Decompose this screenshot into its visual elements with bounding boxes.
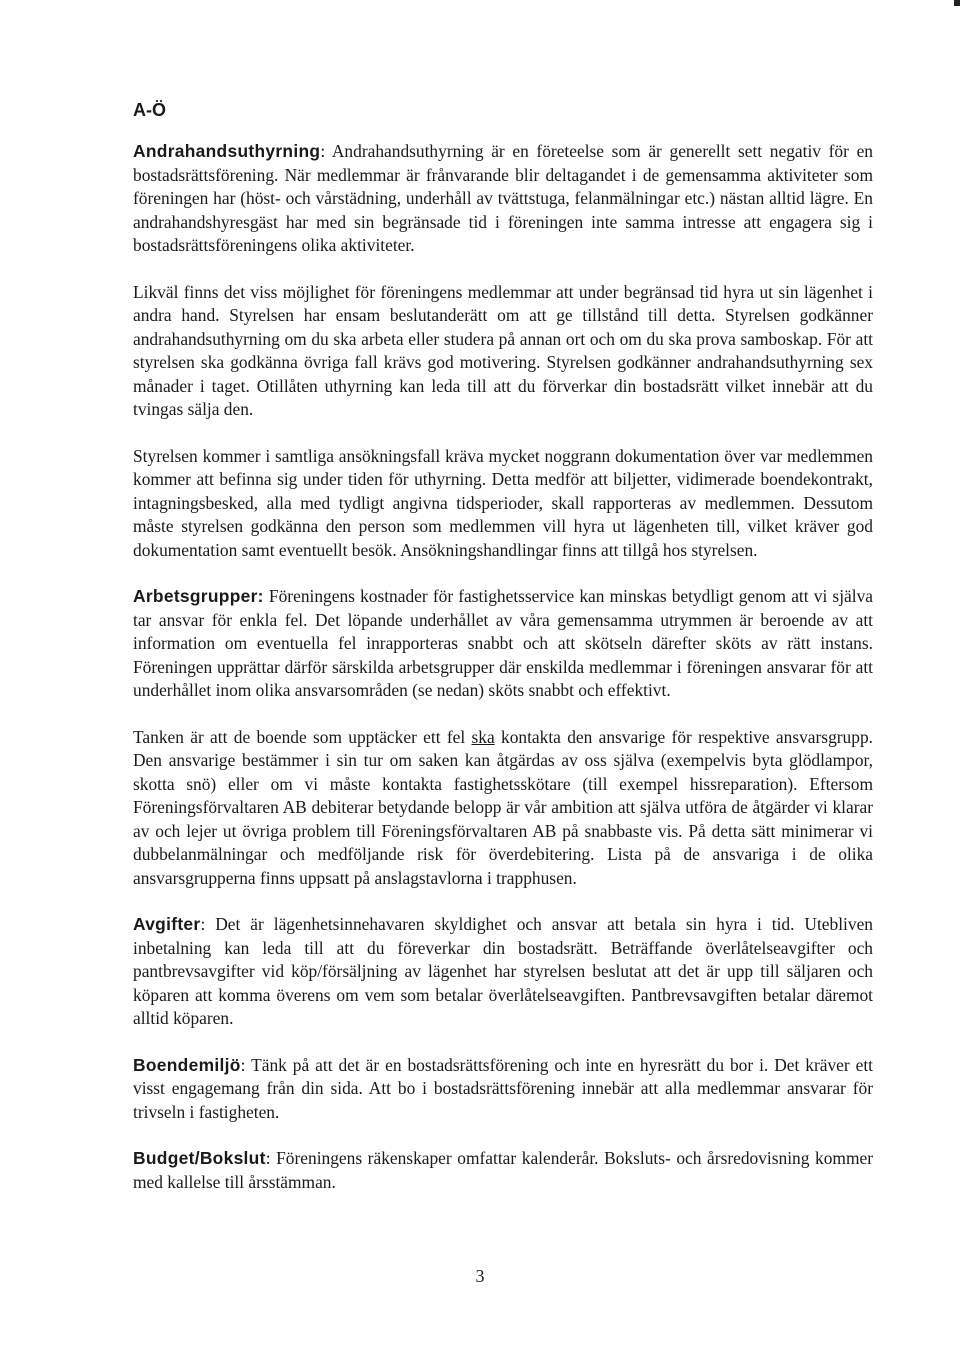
section-heading: A-Ö [133,100,166,120]
paragraph-text: : Det är lägenhetsinnehavaren skyldighet och ansvar att betala sin hyra i tid. Utebliven inbetalning kan leda till att du föreverkar din bostadsrätt. Beträffande överlåtelseavgifter och pantbrevsavgifter vid köp/försäljning av lägenhet har styrelsen beslutat att det är upp till säljaren och köparen att komma överens om vem som betalar överlåtelseavgiften. Pantbrevsavgiften betalar däremot alltid köparen. [133,914,873,1028]
document-body [133,140,873,1217]
term-label: Boendemiljö [133,1054,241,1075]
term-label: Avgifter [133,914,201,934]
scan-corner-mark [954,0,960,6]
paragraph-text: : Andrahandsuthyrning är en företeelse som är generellt sett negativ för en bostadsrättsförening. När medlemmar är frånvarande blir deltagandet i de gemensamma aktiviteter som föreningen har (höst- och vårstädning, underhåll av tvättstuga, felanmälningar etc.) nästan alltid lägre. En andrahandshyresgäst har med sin begränsade tid i föreningen inte samma intresse att engagera sig i bostadsrättsföreningens olika aktiviteter. [133,141,873,255]
underlined-word: ska [471,726,495,747]
paragraph-arbetsgrupper [133,585,873,703]
paragraph-text: Föreningens kostnader för fastighetsservice kan minskas betydligt genom att vi själva tar ansvar för enkla fel. Det löpande underhållet av våra gemensamma utrymmen är beroende av att information om eventuella fel inrapporteras snabbt och att skötseln därefter sköts av rätt instans. Föreningen upprättar därför särskilda arbetsgrupper där enskilda medlemmar i föreningen ansvarar för att underhållet inom olika ansvarsområden (se nedan) sköts snabbt och effektivt. [133,586,873,700]
paragraph-andrahandsuthyrning [133,140,873,258]
term-label: Arbetsgrupper: [133,586,264,606]
page-number: 3 [475,1266,485,1286]
paragraph-dokumentation [133,445,873,563]
paragraph-text: : Föreningens räkenskaper omfattar kalenderår. Boksluts- och årsredovisning kommer med kallelse till årsstämman. [133,1148,873,1192]
paragraph-boendemiljo [133,1054,873,1125]
term-label: Budget/Bokslut [133,1148,266,1168]
paragraph-text: Styrelsen kommer i samtliga ansökningsfall kräva mycket noggrann dokumentation över var medlemmen kommer att befinna sig under tiden för uthyrning. Detta medför att biljetter, vidimerade boendekontrakt, intagningsbesked, alla med tydligt angivna tidsperioder, skall rapporteras av medlemmen. Dessutom måste styrelsen godkänna den person som medlemmen vill hyra ut lägenheten till, vilket kräver god dokumentation samt eventuellt besök. Ansökningshandlingar finns att tillgå hos styrelsen. [133,445,873,560]
paragraph-budget [133,1147,873,1194]
paragraph-likval [133,281,873,422]
paragraph-text-before: Tanken är att de boende som upptäcker ett fel [133,726,472,747]
paragraph-avgifter [133,913,873,1031]
paragraph-text: : Tänk på att det är en bostadsrättsförening och inte en hyresrätt du bor i. Det kräver ett visst engagemang från din sida. Att bo i bostadsrättsförening innebär att alla medlemmar ansvarar för trivseln i fastigheten. [133,1054,873,1122]
term-label: Andrahandsuthyrning [133,141,321,161]
paragraph-tanken [133,726,873,891]
paragraph-text: kontakta den ansvarige för respektive ansvarsgrupp. Den ansvarige bestämmer i sin tur om saken kan åtgärdas av oss själva (exempelvis byta glödlampor, skotta snö) eller om vi måste kontakta fastighetsskötare (till exempel hissreparation). Eftersom Föreningsförvaltaren AB debiterar betydande belopp är vår ambition att själva utföra de åtgärder vi klarar av och lejer ut övriga problem till Föreningsförvaltaren AB på snabbaste vis. På detta sätt minimerar vi dubbelanmälningar och medföljande risk för överdebitering. Lista på de ansvariga i de olika ansvarsgrupperna finns uppsatt på anslagstavlorna i trapphusen. [133,726,873,888]
paragraph-text: Likväl finns det viss möjlighet för föreningens medlemmar att under begränsad tid hyra ut sin lägenhet i andra hand. Styrelsen har ensam beslutanderätt om att ge tillstånd till detta. Styrelsen godkänner andrahandsuthyrning om du ska arbeta eller studera på annan ort och om du ska prova samboskap. För att styrelsen ska godkänna övriga fall krävs god motivering. Styrelsen godkänner andrahandsuthyrning sex månader i taget. Otillåten uthyrning kan leda till att du förverkar din bostadsrätt vilket innebär att du tvingas sälja den. [133,281,873,419]
